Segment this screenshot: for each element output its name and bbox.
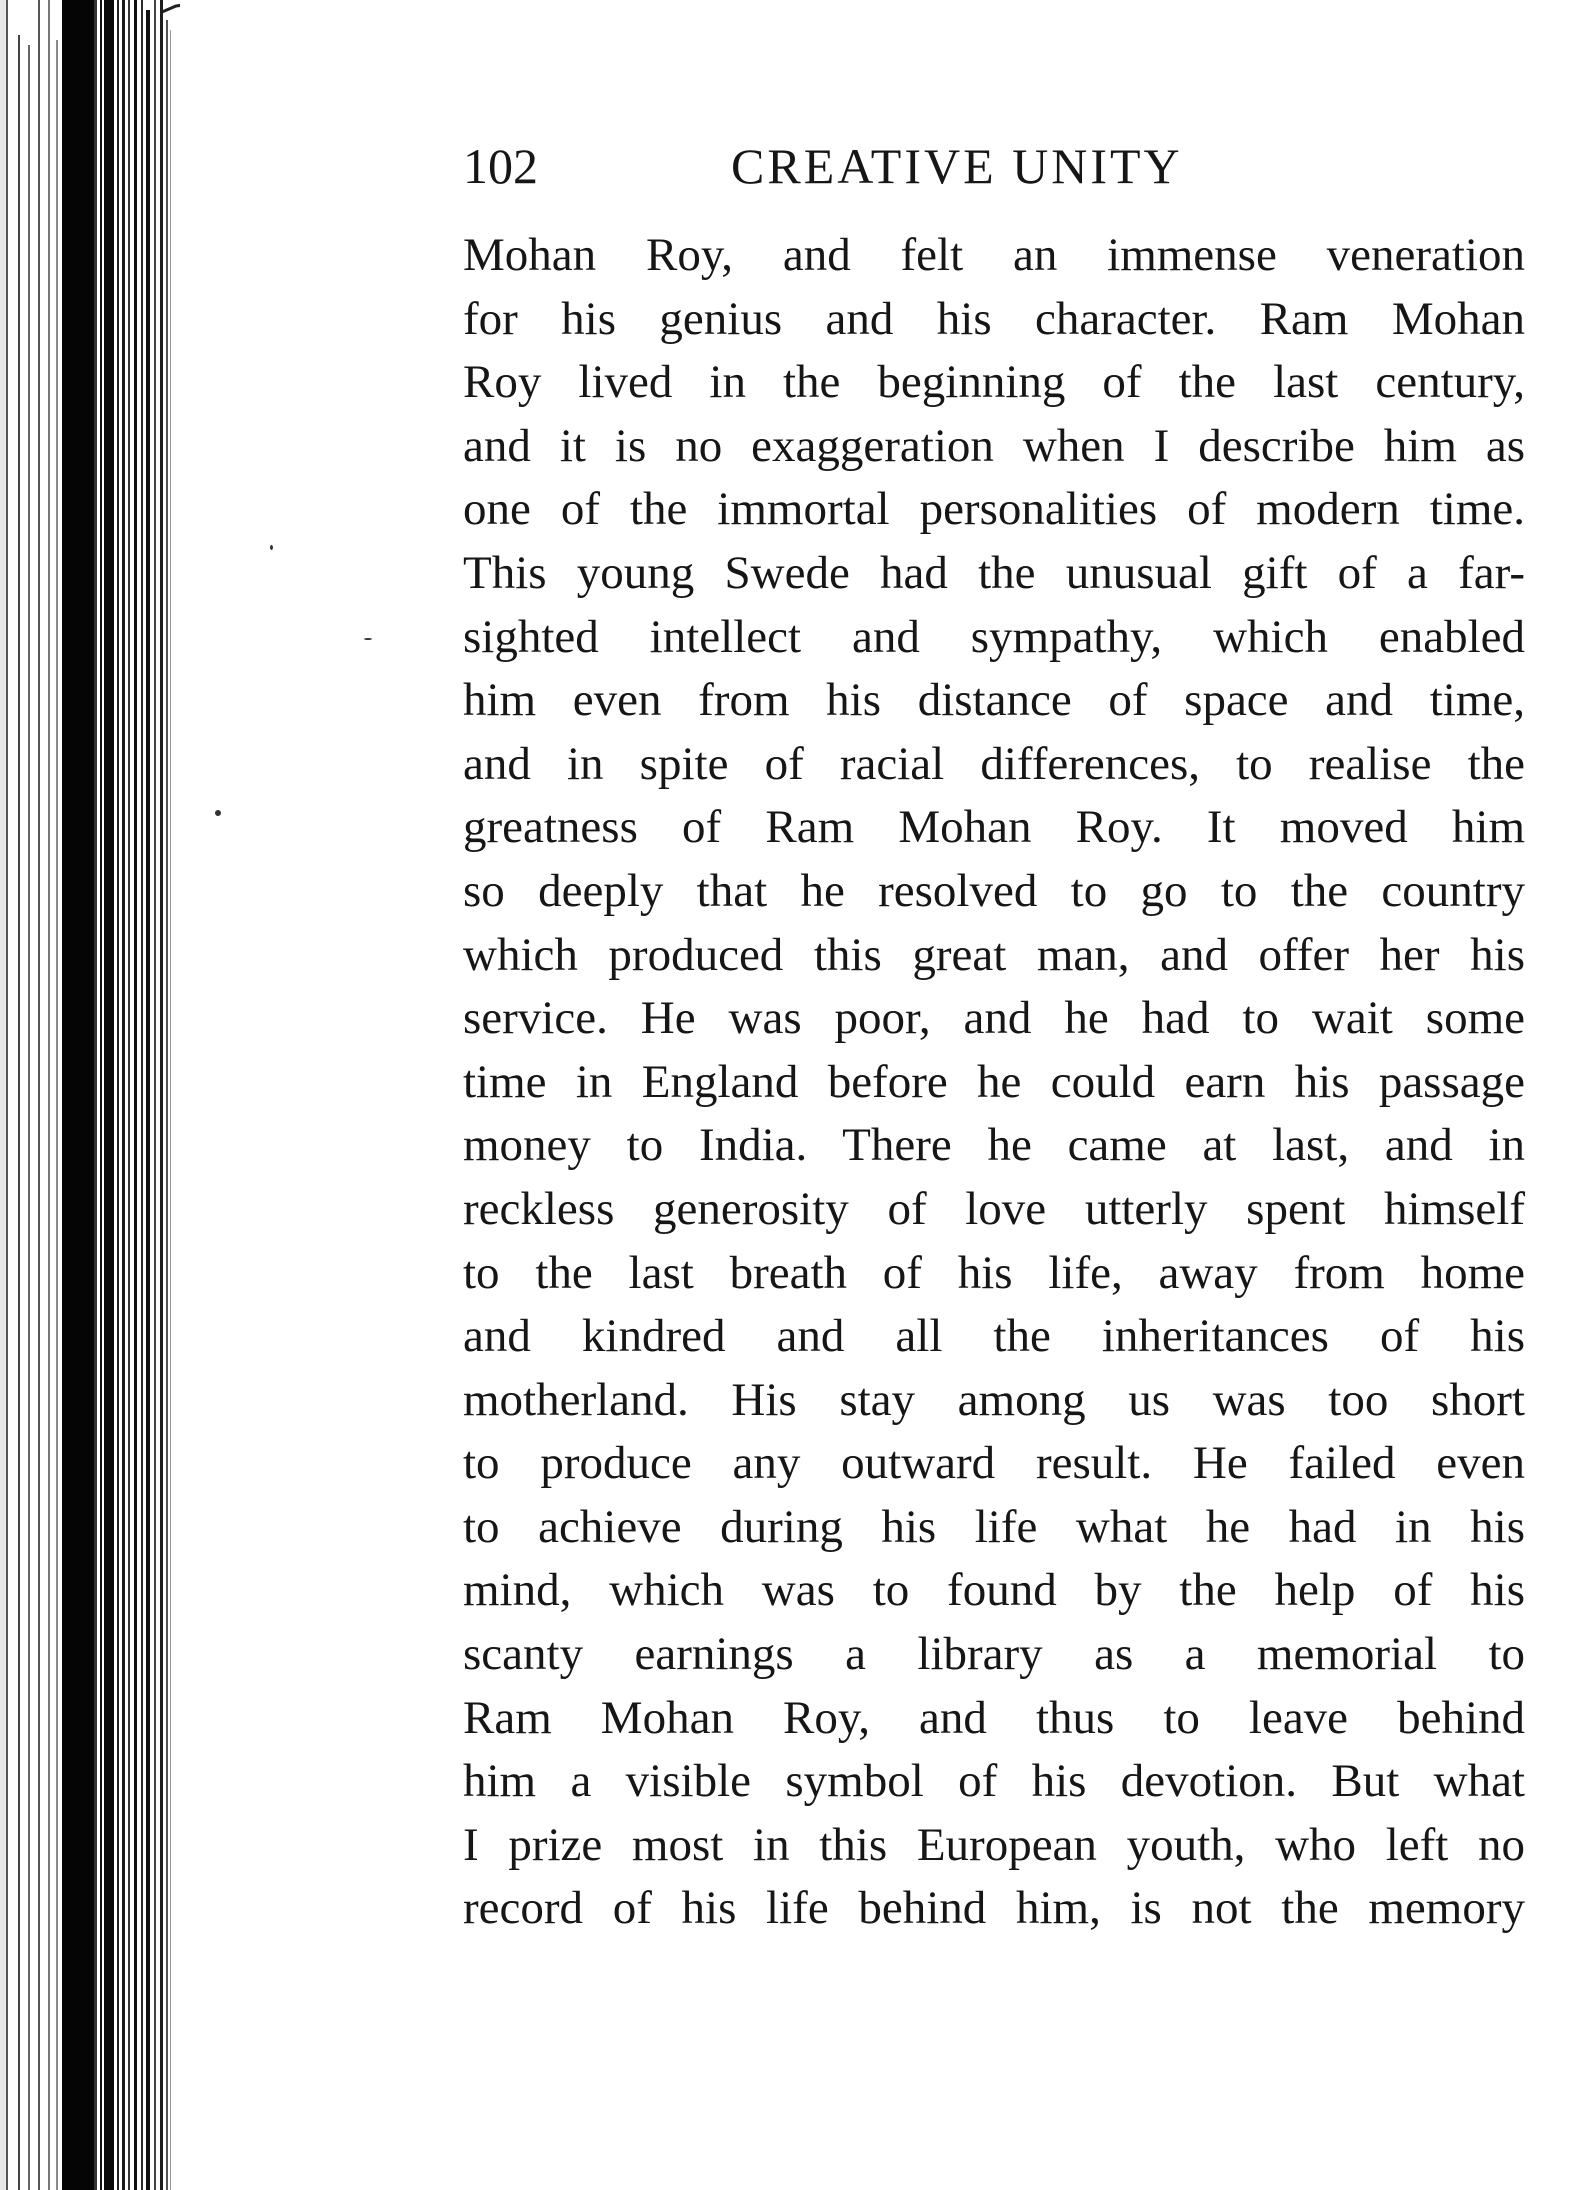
text-line: one of the immortal personalities of modern time. (463, 483, 1525, 536)
text-line: sighted intellect and sympathy, which enabled (463, 610, 1525, 663)
running-title: CREATIVE UNITY (731, 138, 1183, 194)
text-line: motherland. His stay among us was too short (463, 1373, 1525, 1426)
body-paragraph (463, 224, 1525, 1941)
text-line: which produced this great man, and offer her his (463, 928, 1525, 981)
text-line: I prize most in this European youth, who left no (463, 1818, 1525, 1871)
page-number: 102 (463, 138, 538, 194)
margin-speck (270, 545, 273, 550)
text-line: reckless generosity of love utterly spent himself (463, 1182, 1525, 1235)
text-line: service. He was poor, and he had to wait some (463, 992, 1525, 1045)
margin-speck (215, 810, 221, 816)
text-line: to achieve during his life what he had in his (463, 1500, 1525, 1553)
text-line: to the last breath of his life, away from home (463, 1246, 1525, 1299)
margin-speck (364, 638, 372, 640)
text-line: greatness of Ram Mohan Roy. It moved him (463, 801, 1525, 854)
text-line: time in England before he could earn his passage (463, 1055, 1525, 1108)
binding-gutter (0, 0, 180, 2190)
text-line: Mohan Roy, and felt an immense veneration (463, 229, 1525, 281)
text-line: and it is no exaggeration when I describe him as (463, 419, 1525, 472)
text-line: him a visible symbol of his devotion. But what (463, 1755, 1525, 1808)
text-line: This young Swede had the unusual gift of a far- (463, 546, 1525, 599)
text-line: for his genius and his character. Ram Mohan (463, 292, 1525, 345)
text-line: and kindred and all the inheritances of his (463, 1310, 1525, 1363)
text-line: Roy lived in the beginning of the last century, (463, 356, 1525, 409)
text-line: so deeply that he resolved to go to the country (463, 864, 1525, 917)
text-line: and in spite of racial differences, to realise the (463, 737, 1525, 790)
page-header (463, 134, 1244, 198)
text-line: him even from his distance of space and time, (463, 674, 1525, 727)
text-line: Ram Mohan Roy, and thus to leave behind (463, 1691, 1525, 1744)
text-line: mind, which was to found by the help of his (463, 1564, 1525, 1617)
text-line: money to India. There he came at last, and in (463, 1119, 1525, 1172)
text-line: to produce any outward result. He failed even (463, 1437, 1525, 1490)
text-line: scanty earnings a library as a memorial to (463, 1628, 1525, 1681)
text-line: record of his life behind him, is not the memory (463, 1882, 1525, 1935)
